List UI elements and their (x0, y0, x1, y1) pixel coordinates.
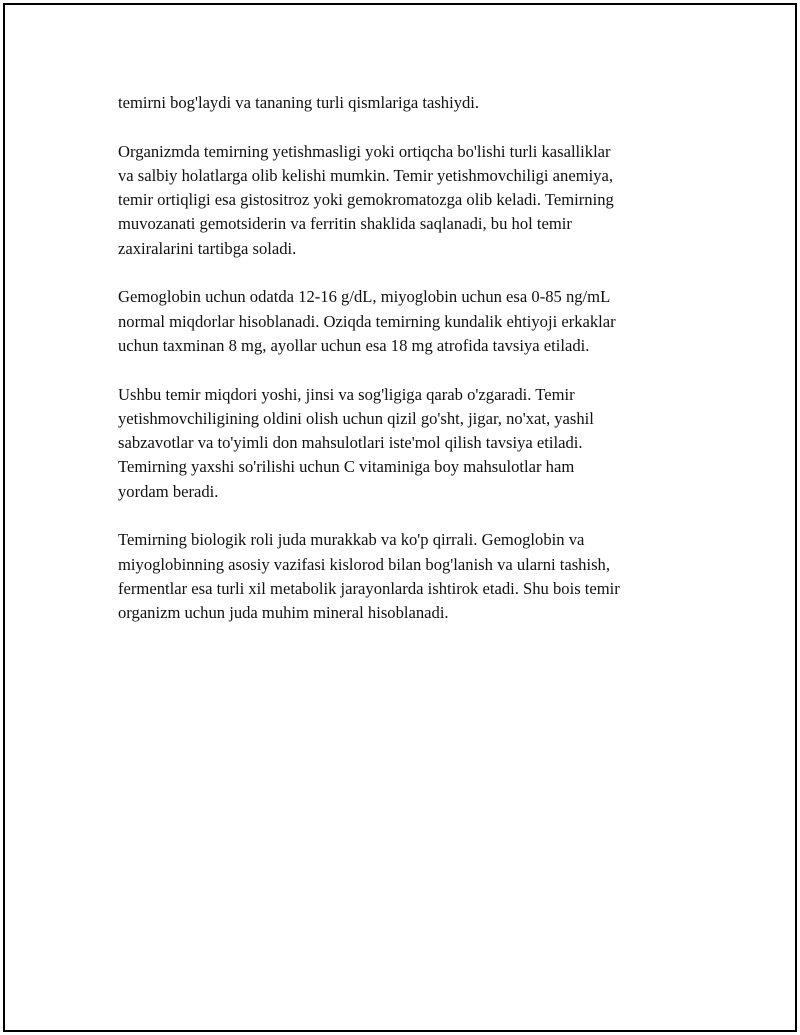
text-line: organizm uchun juda muhim mineral hisoblanadi. (118, 603, 449, 623)
document-body (118, 91, 688, 650)
paragraph (118, 140, 688, 261)
text-line: va salbiy holatlarga olib kelishi mumkin. Temir yetishmovchiligi anemiya, (118, 165, 614, 185)
text-line: Organizmda temirning yetishmasligi yoki ortiqcha bo'lishi turli kasalliklar (118, 141, 611, 161)
text-line: fermentlar esa turli xil metabolik jarayonlarda ishtirok etadi. Shu bois temir (118, 578, 620, 598)
text-line: zaxiralarini tartibga soladi. (118, 238, 297, 258)
text-line: miyoglobinning asosiy vazifasi kislorod bilan bog'lanish va ularni tashish, (118, 554, 610, 574)
text-line: sabzavotlar va to'yimli don mahsulotlari iste'mol qilish tavsiya etiladi. (118, 433, 583, 453)
text-line: normal miqdorlar hisoblanadi. Oziqda temirning kundalik ehtiyoji erkaklar (118, 311, 616, 331)
text-line: temirni bog'laydi va tananing turli qismlariga tashiydi. (118, 93, 480, 112)
paragraph (118, 285, 688, 358)
text-line: uchun taxminan 8 mg, ayollar uchun esa 18 mg atrofida tavsiya etiladi. (118, 335, 590, 355)
text-line: temir ortiqligi esa gistositroz yoki gemokromatozga olib keladi. Temirning (118, 190, 614, 210)
paragraph (118, 528, 688, 625)
text-line: Temirning biologik roli juda murakkab va ko'p qirrali. Gemoglobin va (118, 530, 585, 550)
text-line: yetishmovchiligining oldini olish uchun qizil go'sht, jigar, no'xat, yashil (118, 408, 594, 428)
text-line: Ushbu temir miqdori yoshi, jinsi va sog'ligiga qarab o'zgaradi. Temir (118, 384, 575, 404)
text-line: Gemoglobin uchun odatda 12-16 g/dL, miyoglobin uchun esa 0-85 ng/mL (118, 287, 611, 307)
paragraph (118, 91, 688, 115)
text-line: Temirning yaxshi so'rilishi uchun C vitaminiga boy mahsulotlar ham (118, 457, 575, 477)
text-line: muvozanati gemotsiderin va ferritin shaklida saqlanadi, bu hol temir (118, 214, 572, 234)
text-line: yordam beradi. (118, 481, 219, 501)
paragraph (118, 383, 688, 504)
